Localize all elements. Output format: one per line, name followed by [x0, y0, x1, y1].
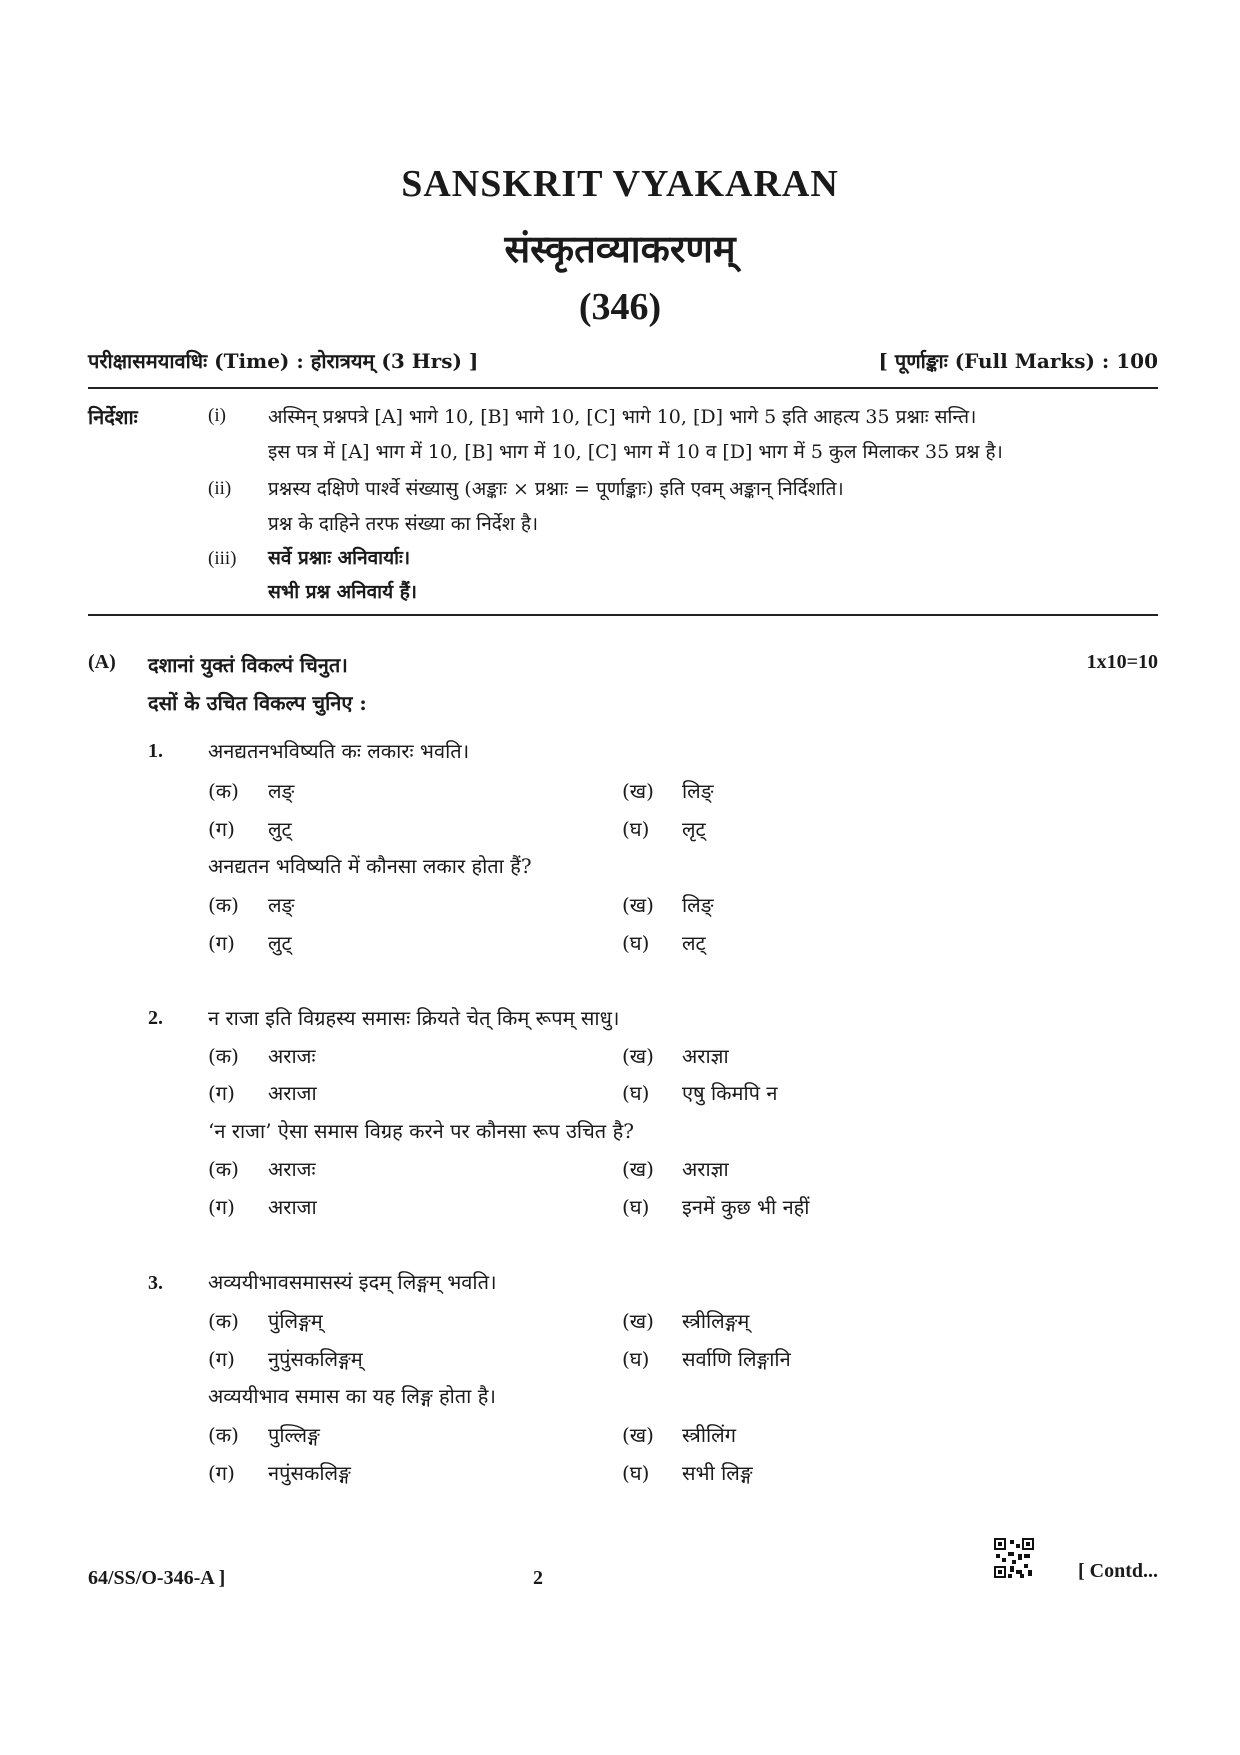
option-text: लङ्	[268, 779, 295, 803]
option-text: स्त्रीलिंग	[682, 1423, 736, 1447]
option	[208, 815, 292, 842]
divider-bottom	[88, 614, 1158, 616]
instructions-label: निर्देशाः	[88, 405, 138, 429]
question-text-hindi: ‘न राजा’ ऐसा समास विग्रह करने पर कौनसा रूप उचित है?	[208, 1119, 634, 1143]
instruction-num: (i)	[208, 405, 226, 426]
section-marks: 1x10=10	[1086, 651, 1158, 673]
option-text: लुट्	[268, 817, 292, 841]
option	[208, 1307, 323, 1334]
option-label: (ग)	[208, 1081, 235, 1105]
question-text-hindi: अनद्यतन भविष्यति में कौनसा लकार होता हैं?	[208, 854, 532, 878]
section-heading-sanskrit: दशानां युक्तं विकल्पं चिनुत।	[148, 653, 348, 677]
option-label: (ख)	[622, 893, 654, 917]
option-label: (क)	[208, 1423, 239, 1447]
option-text: लृट्	[682, 817, 706, 841]
option-text: लङ्	[268, 893, 295, 917]
option-label: (घ)	[622, 1461, 650, 1485]
option-label: (क)	[208, 1157, 239, 1181]
option-text: अराजा	[268, 1195, 317, 1219]
option-label: (क)	[208, 779, 239, 803]
subject-code: (346)	[578, 286, 662, 328]
option-label: (ख)	[622, 1044, 654, 1068]
question-text-sanskrit: न राजा इति विग्रहस्य समासः क्रियते चेत् किम् रूपम् साधु।	[208, 1006, 620, 1030]
option	[208, 1193, 317, 1220]
option-label: (ग)	[208, 931, 235, 955]
option	[622, 891, 713, 918]
option	[622, 1307, 749, 1334]
option-text: पुल्लिङ्ग	[268, 1423, 320, 1447]
option-text: अराजा	[268, 1081, 317, 1105]
option-text: अराज्ञा	[682, 1157, 729, 1181]
option-text: अराजः	[268, 1044, 316, 1068]
instruction-line: इस पत्र में [A] भाग में 10, [B] भाग में 10, [C] भाग में 10 व [D] भाग में 5 कुल मिलाकर 35 प्रश्न है।	[268, 441, 1003, 463]
option	[208, 1459, 351, 1486]
option-label: (क)	[208, 1044, 239, 1068]
option	[208, 1079, 317, 1106]
instruction-line: सर्वे प्रश्नाः अनिवार्याः।	[268, 547, 411, 569]
option	[622, 1345, 791, 1372]
option-label: (ख)	[622, 1309, 654, 1333]
option-label: (ग)	[208, 817, 235, 841]
instruction-line: सभी प्रश्न अनिवार्य हैं।	[268, 581, 417, 603]
section-label: (A)	[88, 651, 116, 673]
option	[622, 929, 706, 956]
option	[622, 1193, 809, 1220]
option-text: लट्	[682, 931, 706, 955]
instruction-num: (ii)	[208, 478, 232, 499]
option-label: (ख)	[622, 1423, 654, 1447]
question-text-hindi: अव्ययीभाव समास का यह लिङ्ग होता है।	[208, 1384, 496, 1408]
question-number: 3.	[148, 1272, 163, 1294]
option-label: (ग)	[208, 1461, 235, 1485]
full-marks-info: [ पूर्णाङ्काः (Full Marks) : 100	[878, 349, 1158, 373]
option-text: अराज्ञा	[682, 1044, 729, 1068]
option	[622, 1421, 736, 1448]
section-heading-hindi: दसों के उचित विकल्प चुनिए :	[148, 691, 367, 715]
instruction-line: प्रश्न के दाहिने तरफ संख्या का निर्देश है।	[268, 513, 539, 535]
option	[622, 1459, 753, 1486]
option	[208, 1421, 320, 1448]
option-label: (ख)	[622, 779, 654, 803]
option	[208, 1345, 363, 1372]
option-label: (ग)	[208, 1347, 235, 1371]
continued-label: [ Contd...	[1077, 1560, 1158, 1582]
question-number: 1.	[148, 740, 163, 762]
paper-code: 64/SS/O-346-A ]	[88, 1567, 226, 1589]
option	[208, 1042, 316, 1069]
option-text: पुंलिङ्गम्	[268, 1309, 323, 1333]
qr-code-icon	[994, 1538, 1034, 1578]
option-text: सभी लिङ्ग	[682, 1461, 753, 1485]
option-text: लुट्	[268, 931, 292, 955]
option-text: एषु किमपि न	[682, 1081, 778, 1105]
option-label: (घ)	[622, 931, 650, 955]
option	[622, 1155, 729, 1182]
option-label: (ग)	[208, 1195, 235, 1219]
title-sanskrit: संस्कृतव्याकरणम्	[504, 226, 736, 271]
question-number: 2.	[148, 1007, 163, 1029]
option-text: सर्वाणि लिङ्गानि	[682, 1347, 791, 1371]
option	[622, 1079, 777, 1106]
divider-top	[88, 387, 1158, 389]
option	[208, 777, 294, 804]
instruction-num: (iii)	[208, 548, 237, 569]
option-label: (घ)	[622, 1347, 650, 1371]
title-english: SANSKRIT VYAKARAN	[401, 163, 839, 205]
option	[622, 777, 713, 804]
option-text: लिङ्	[682, 893, 714, 917]
option-text: अराजः	[268, 1157, 316, 1181]
option	[622, 1042, 729, 1069]
question-text-sanskrit: अव्ययीभावसमासस्यं इदम् लिङ्गम् भवति।	[208, 1270, 497, 1294]
page-number: 2	[533, 1567, 543, 1589]
option-text: नुपुंसकलिङ्गम्	[268, 1347, 363, 1371]
question-text-sanskrit: अनद्यतनभविष्यति कः लकारः भवति।	[208, 739, 470, 763]
option-text: नपुंसकलिङ्ग	[268, 1461, 351, 1485]
instruction-line: प्रश्नस्य दक्षिणे पार्श्वे संख्यासु (अङ्काः × प्रश्नाः = पूर्णाङ्काः) इति एवम् अङ्कान् निर्दिशति।	[268, 478, 844, 500]
option	[622, 815, 706, 842]
option	[208, 891, 294, 918]
option-label: (क)	[208, 893, 239, 917]
option-text: लिङ्	[682, 779, 714, 803]
instruction-line: अस्मिन् प्रश्नपत्रे [A] भागे 10, [B] भागे 10, [C] भागे 10, [D] भागे 5 इति आहत्य 35 प्रश्नाः सन्ति।	[268, 406, 977, 428]
option-label: (क)	[208, 1309, 239, 1333]
option	[208, 929, 292, 956]
option-label: (घ)	[622, 1081, 650, 1105]
option	[208, 1155, 316, 1182]
option-label: (घ)	[622, 817, 650, 841]
option-label: (ख)	[622, 1157, 654, 1181]
option-text: इनमें कुछ भी नहीं	[682, 1195, 810, 1219]
option-text: स्त्रीलिङ्गम्	[682, 1309, 750, 1333]
time-info: परीक्षासमयावधिः (Time) : होरात्रयम् (3 Hrs) ]	[88, 349, 479, 373]
option-label: (घ)	[622, 1195, 650, 1219]
